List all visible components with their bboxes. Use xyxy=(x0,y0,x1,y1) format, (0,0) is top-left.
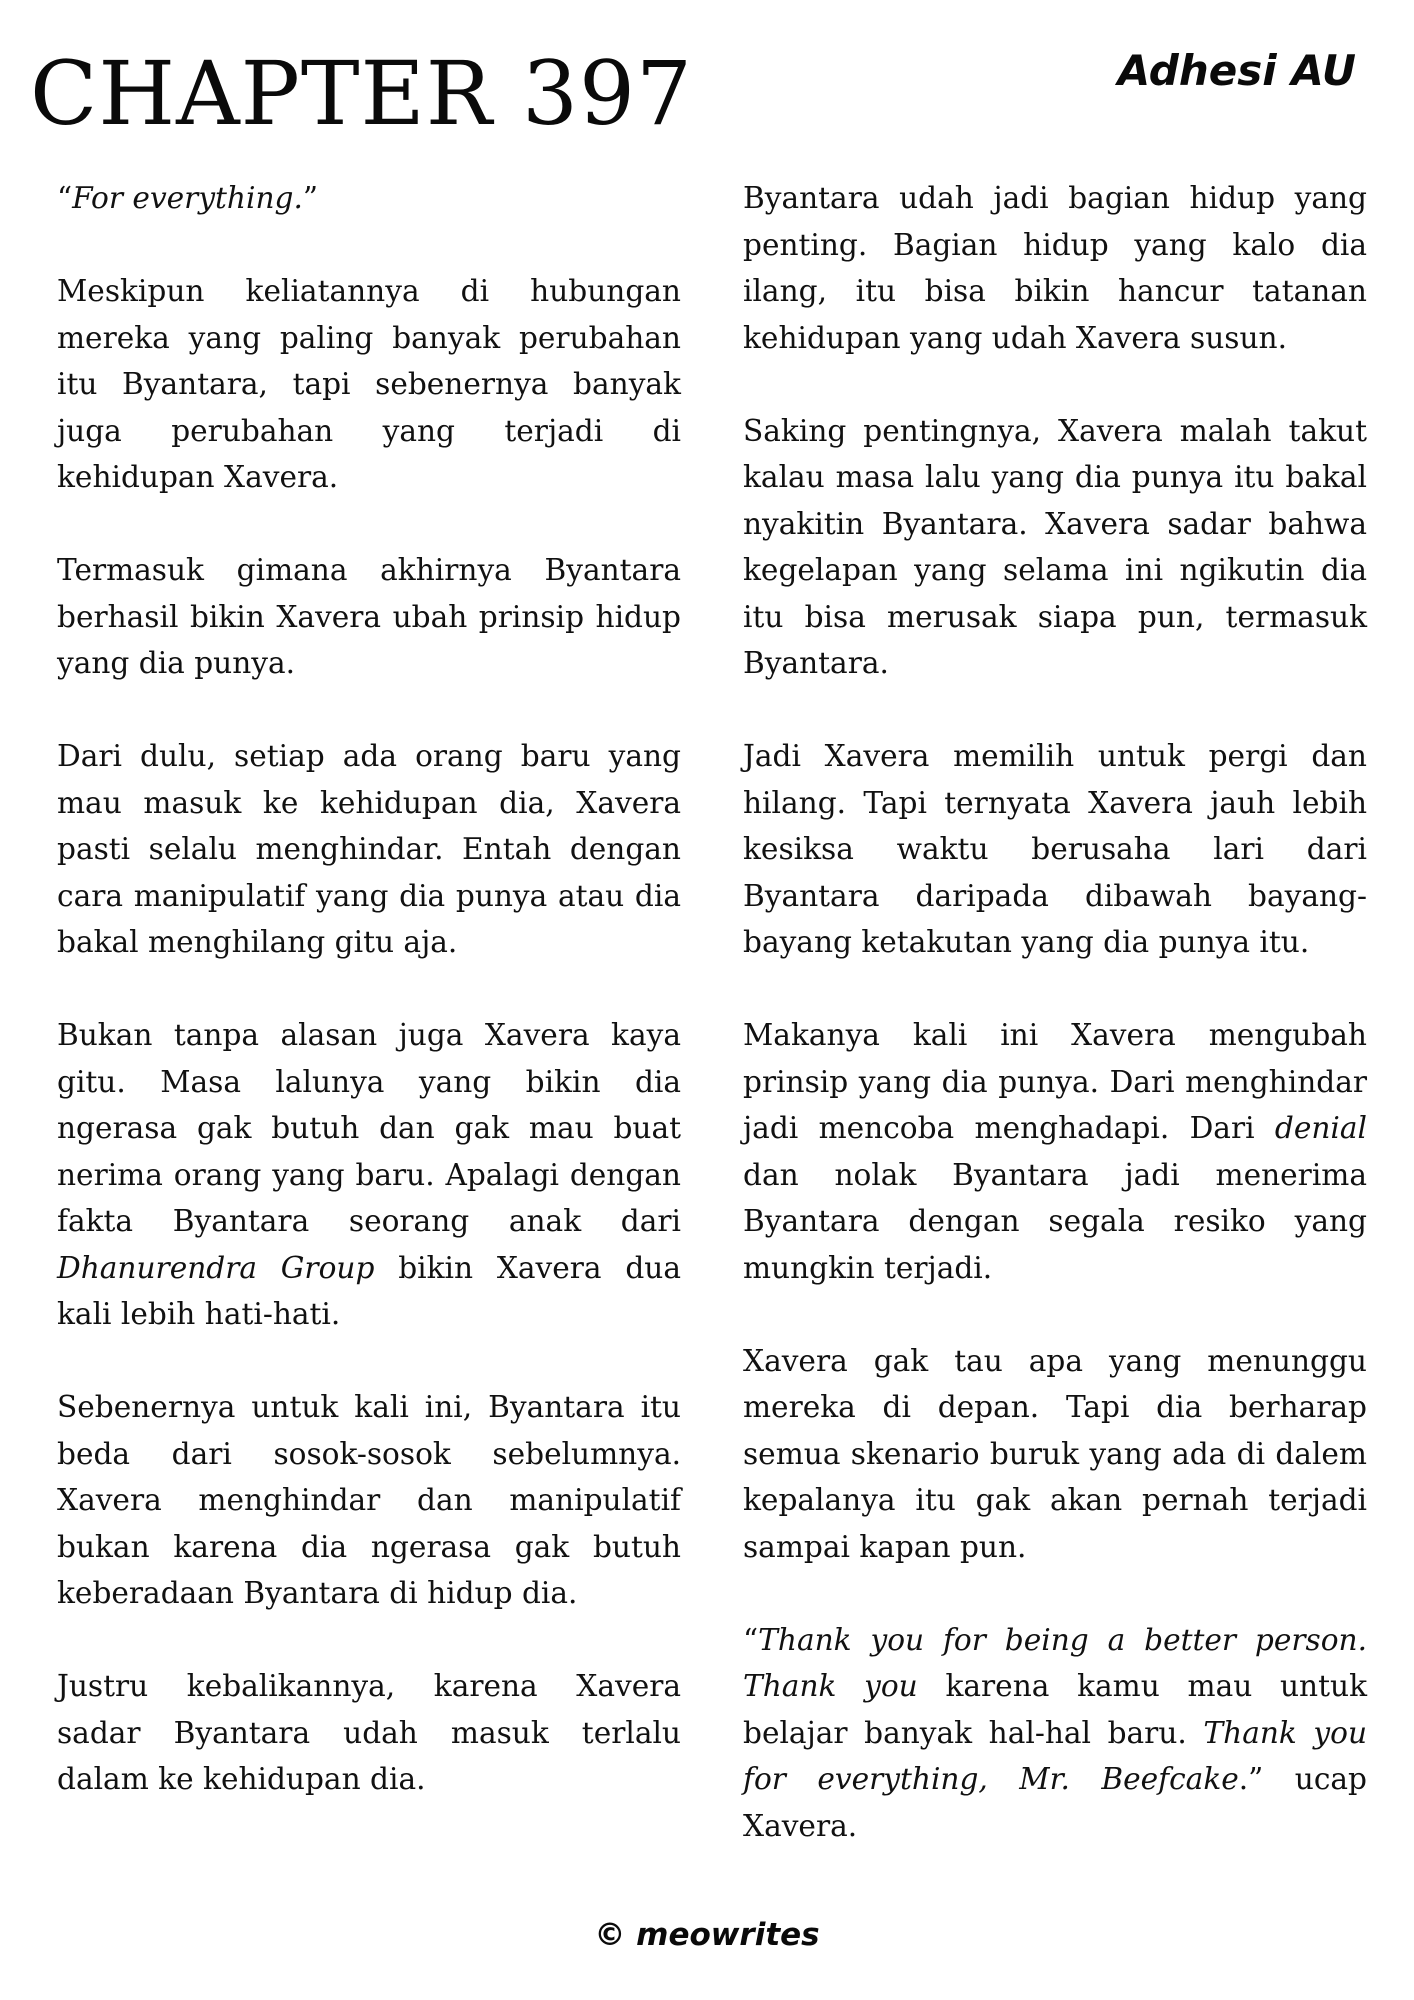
paragraph: Sebenernya untuk kali ini, Byantara itu beda dari sosok-sosok sebelumnya. Xavera menghindar dan manipulatif bukan karena dia ngerasa gak butuh keberadaan Byantara di hidup dia. xyxy=(57,1390,681,1610)
paragraph: Saking pentingnya, Xavera malah takut kalau masa lalu yang dia punya itu bakal nyakitin Byantara. Xavera sadar bahwa kegelapan yang selama ini ngikutin dia itu bisa merusak siapa pun, termasuk Byantara. xyxy=(743,413,1367,680)
right-column xyxy=(743,175,1367,1849)
text-run: dan nolak Byantara jadi menerima Byantara dengan segala resiko yang mungkin terjadi. xyxy=(743,1157,1367,1285)
paragraph: Jadi Xavera memilih untuk pergi dan hilang. Tapi ternyata Xavera jauh lebih kesiksa waktu berusaha lari dari Byantara daripada dibawah bayang-bayang ketakutan yang dia punya itu. xyxy=(743,739,1367,959)
paragraph: Xavera gak tau apa yang menunggu mereka di depan. Tapi dia berharap semua skenario buruk yang ada di dalem kepalanya itu gak akan pernah terjadi sampai kapan pun. xyxy=(743,1343,1367,1564)
left-column xyxy=(57,175,681,1803)
italic-word: denial xyxy=(1274,1111,1367,1145)
paragraph: Dari dulu, setiap ada orang baru yang mau masuk ke kehidupan dia, Xavera pasti selalu menghindar. Entah dengan cara manipulatif yang dia punya atau dia bakal menghilang gitu aja. xyxy=(57,739,681,959)
italic-quote: Thank you for everything, Mr. Beefcake xyxy=(743,1715,1368,1796)
italic-quote: Thank you for being a better person. Thank you xyxy=(743,1622,1367,1703)
paragraph: Termasuk gimana akhirnya Byantara berhasil bikin Xavera ubah prinsip hidup yang dia punya. xyxy=(57,553,681,680)
paragraph: Byantara udah jadi bagian hidup yang penting. Bagian hidup yang kalo dia ilang, itu bisa bikin hancur tatanan kehidupan yang udah Xavera susun. xyxy=(743,181,1367,355)
paragraph: Justru kebalikannya, karena Xavera sadar Byantara udah masuk terlalu dalam ke kehidupan dia. xyxy=(57,1669,681,1796)
text-run: Makanya kali ini Xavera mengubah prinsip yang dia punya. Dari menghindar jadi mencoba menghadapi. Dari xyxy=(743,1018,1367,1145)
chapter-title: CHAPTER 397 xyxy=(30,42,693,145)
text-run: .” ucap Xavera. xyxy=(743,1762,1367,1843)
author-tag: Adhesi AU xyxy=(1117,46,1356,95)
italic-quote: For everything. xyxy=(72,181,303,215)
paragraph xyxy=(57,1012,681,1338)
text-run: bikin Xavera dua kali lebih hati-hati. xyxy=(57,1250,681,1331)
paragraph xyxy=(743,1012,1367,1291)
text-run: karena kamu mau untuk belajar banyak hal-hal baru. xyxy=(743,1669,1367,1750)
italic-company-name: Dhanurendra Group xyxy=(57,1250,375,1285)
text-run: Bukan tanpa alasan juga Xavera kaya gitu. Masa lalunya yang bikin dia ngerasa gak butuh dan gak mau buat nerima orang yang baru. Apalagi dengan fakta Byantara seorang anak dari xyxy=(57,1018,681,1238)
paragraph-quote-closing: “Thank you for being a better person. Thank you karena kamu mau untuk belajar banyak hal-hal baru. Thank you for everything, Mr. Beefcake.” ucap Xavera. xyxy=(743,1622,1368,1843)
paragraph: Meskipun keliatannya di hubungan mereka yang paling banyak perubahan itu Byantara, tapi sebenernya banyak juga perubahan yang terjadi di kehidupan Xavera. xyxy=(57,274,681,494)
footer-credit: © meowrites xyxy=(594,1917,820,1953)
paragraph-quote-opening: “For everything.” xyxy=(57,181,319,215)
